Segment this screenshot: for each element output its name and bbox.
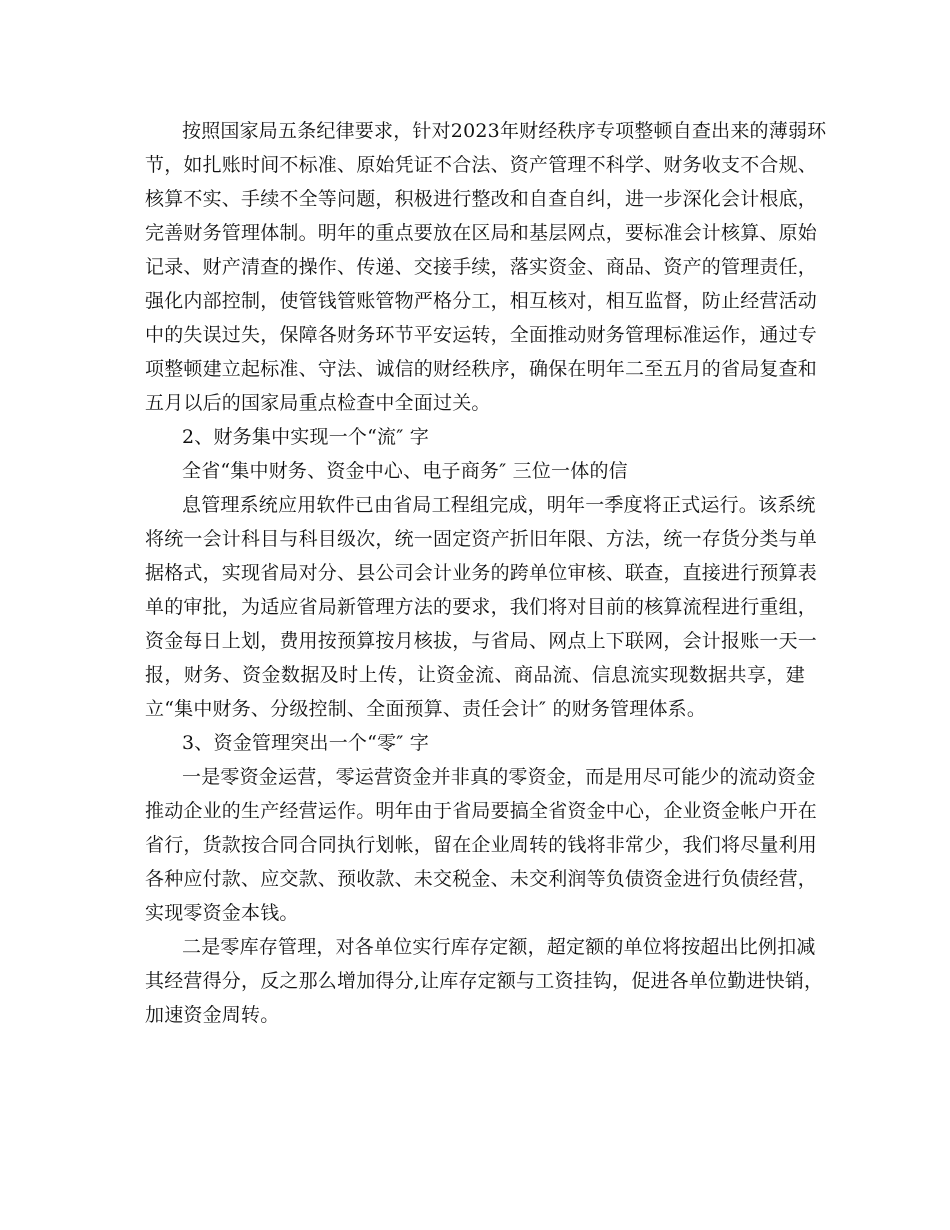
paragraph-financial-order bbox=[145, 114, 827, 420]
text-line: 二是零库存管理，对各单位实行库存定额，超定额的单位将按超出比例扣减 bbox=[182, 936, 816, 958]
text-line: 项整顿建立起标准、守法、诚信的财经秩序，确保在明年二至五月的省局复查和 bbox=[145, 358, 818, 380]
text-line: 资金每日上划，费用按预算按月核拔，与省局、网点上下联网，会计报账一天一 bbox=[145, 630, 818, 652]
text-line: 报，财务、资金数据及时上传，让资金流、商品流、信息流实现数据共享，建 bbox=[145, 664, 805, 686]
text-line: 五月以后的国家局重点检查中全面过关。 bbox=[145, 392, 491, 414]
section-heading-2: 2、财务集中实现一个“流″ 字 bbox=[182, 426, 429, 448]
paragraph-intro: 全省“集中财务、资金中心、电子商务″ 三位一体的信 bbox=[182, 460, 628, 482]
text-line: 各种应付款、应交款、预收款、未交税金、未交利润等负债资金进行负债经营， bbox=[145, 868, 818, 890]
document-body bbox=[145, 114, 827, 1032]
text-line: 推动企业的生产经营运作。明年由于省局要搞全省资金中心，企业资金帐户开在 bbox=[145, 800, 818, 822]
text-line: 核算不实、手续不全等问题，积极进行整改和自查自纠，进一步深化会计根底， bbox=[145, 188, 818, 210]
paragraph-zero-capital bbox=[145, 760, 818, 930]
text-line: 实现零资金本钱。 bbox=[145, 902, 299, 924]
paragraph-centralized-finance bbox=[145, 488, 818, 726]
text-line: 其经营得分，反之那么增加得分,让库存定额与工资挂钩，促进各单位勤进快销， bbox=[145, 970, 824, 992]
text-line: 将统一会计科目与科目级次，统一固定资产折旧年限、方法，统一存货分类与单 bbox=[145, 528, 818, 550]
section-heading-3: 3、资金管理突出一个“零″ 字 bbox=[182, 732, 429, 754]
text-line: 节，如扎账时间不标准、原始凭证不合法、资产管理不科学、财务收支不合规、 bbox=[145, 154, 818, 176]
paragraph-zero-inventory bbox=[145, 930, 824, 1032]
text-line: 一是零资金运营，零运营资金并非真的零资金，而是用尽可能少的流动资金 bbox=[182, 766, 816, 788]
text-line: 息管理系统应用软件已由省局工程组完成，明年一季度将正式运行。该系统 bbox=[182, 494, 816, 516]
text-line: 立“集中财务、分级控制、全面预算、责任会计″ 的财务管理体系。 bbox=[145, 698, 707, 720]
text-line: 加速资金周转。 bbox=[145, 1004, 280, 1026]
text-line: 记录、财产清查的操作、传递、交接手续，落实资金、商品、资产的管理责任， bbox=[145, 256, 818, 278]
text-line: 完善财务管理体制。明年的重点要放在区局和基层网点，要标准会计核算、原始 bbox=[145, 222, 818, 244]
text-line: 省行，货款按合同合同执行划帐，留在企业周转的钱将非常少，我们将尽量利用 bbox=[145, 834, 818, 856]
text-line: 据格式，实现省局对分、县公司会计业务的跨单位审核、联查，直接进行预算表 bbox=[145, 562, 818, 584]
text-line: 中的失误过失，保障各财务环节平安运转，全面推动财务管理标准运作，通过专 bbox=[145, 324, 818, 346]
text-line: 单的审批，为适应省局新管理方法的要求，我们将对目前的核算流程进行重组， bbox=[145, 596, 818, 618]
text-line: 强化内部控制，使管钱管账管物严格分工，相互核对，相互监督，防止经营活动 bbox=[145, 290, 818, 312]
text-line: 按照国家局五条纪律要求，针对2023年财经秩序专项整顿自查出来的薄弱环 bbox=[182, 120, 827, 142]
